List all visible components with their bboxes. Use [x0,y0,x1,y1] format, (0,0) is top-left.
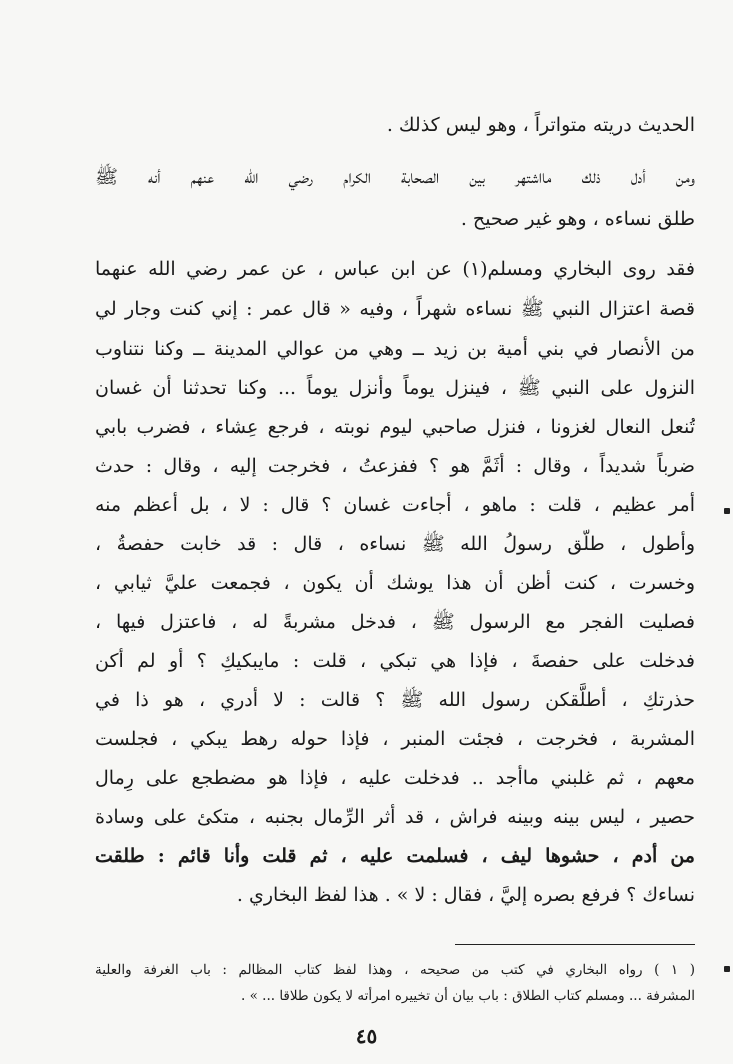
text-line: فدخلت على حفصةَ ، فإذا هي تبكي ، قلت : مايبكيكِ ؟ أو لم أكن [95,650,695,672]
footnote-line: ( ١ ) رواه البخاري في كتب من صحيحه ، وهذا لفظ كتاب المظالم : باب الغرفة والعلية [95,962,695,978]
text-line: وأطول ، طلّق رسولُ الله ﷺ نساءه ، قال : قد خابت حفصةُ ، [95,533,695,555]
text-line: أمر عظيم ، قلت : ماهو ، أجاءت غسان ؟ قال : لا ، بل أعظم منه [95,494,695,516]
text-line: نساءك ؟ فرفع بصره إليَّ ، فقال : لا » . هذا لفظ البخاري . [236,884,695,906]
margin-mark [724,508,730,514]
text-line: حذرتكِ ، أطلَّقكن رسول الله ﷺ ؟ قالت : لا أدري ، هو ذا في [95,689,695,711]
text-line: النزول على النبي ﷺ ، فينزل يوماً وأنزل يوماً ... وكنا تحدثنا أن غسان [95,377,695,399]
text-line: فقد روى البخاري ومسلم(١) عن ابن عباس ، عن عمر رضي الله عنهما [95,258,695,280]
footnote-line: المشرفة ... ومسلم كتاب الطلاق : باب بيان أن تخييره امرأته لا يكون طلاقا ... » . [241,988,695,1004]
text-line: معهم ، ثم غلبني ماأجد .. فدخلت عليه ، فإذا هو مضطجع على رِمال [95,767,695,789]
margin-mark [724,966,730,972]
text-line: المشربة ، فخرجت ، فجئت المنبر ، فإذا حوله رهط يبكي ، فجلست [95,728,695,750]
text-line: من الأنصار في بني أمية بن زيد ــ وهي من عوالي المدينة ــ وكنا نتناوب [95,338,695,360]
text-line: وخسرت ، كنت أظن أن هذا يوشك أن يكون ، فجمعت عليَّ ثيابي ، [95,572,695,594]
text-line: تُنعل النعال لغزونا ، فنزل صاحبي ليوم نوبته ، فرجع عِشاء ، فضرب بابي [95,416,695,438]
text-line: ضرباً شديداً ، وقال : أثَمَّ هو ؟ ففزعتُ ، فخرجت إليه ، وقال : حدث [95,455,695,477]
page-number: ٤٥ [355,1024,378,1048]
text-line: طلق نساءه ، وهو غير صحيح . [460,208,695,230]
text-line: حصير ، ليس بينه وبينه فراش ، قد أثر الرِّمال بجنبه ، متكئ على وسادة [95,806,695,828]
text-line: الحديث دريته متواتراً ، وهو ليس كذلك . [386,114,695,136]
text-line: من أدم ، حشوها ليف ، فسلمت عليه ، ثم قلت وأنا قائم : طلقت [95,845,695,867]
footnote-divider [455,944,695,945]
text-line: قصة اعتزال النبي ﷺ نساءه شهراً ، وفيه « قال عمر : إني كنت وجار لي [95,298,695,320]
main-text [95,0,695,906]
text-line: ومن أدل ذلك مااشتهر بين الصحابة الكرام رضي الله عنهم أنه ﷺ [95,166,695,188]
text-line: فصليت الفجر مع الرسول ﷺ ، فدخل مشربةً له ، فاعتزل فيها ، [95,611,695,633]
